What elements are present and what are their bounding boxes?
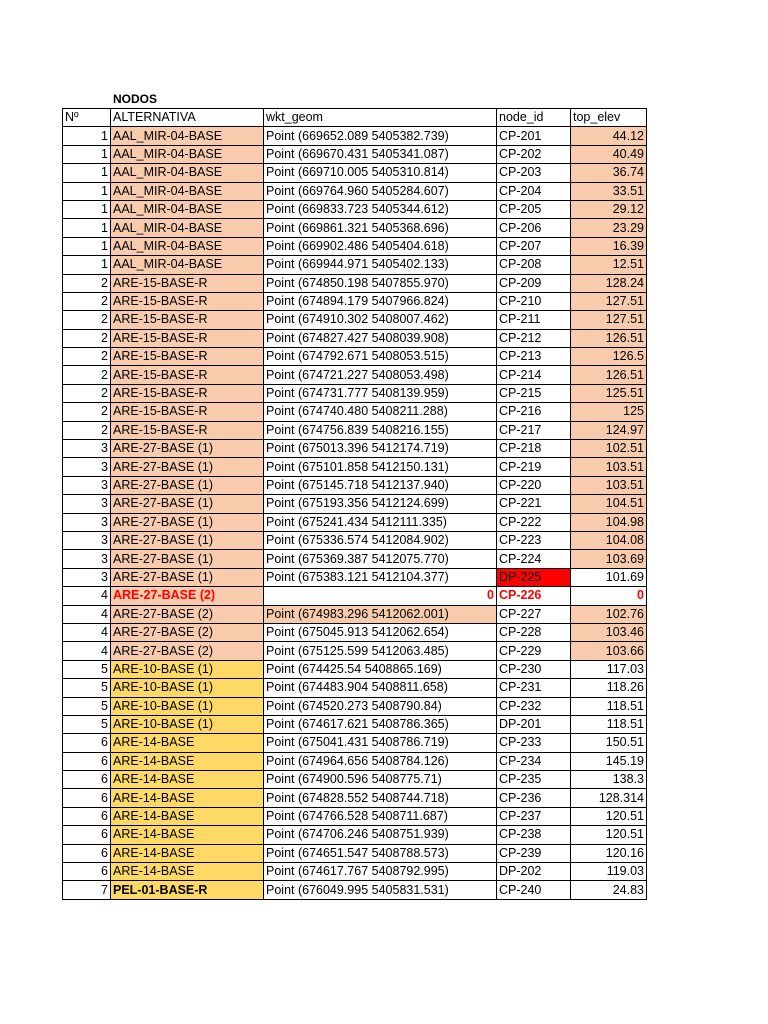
cell-number[interactable]: 2 bbox=[63, 311, 111, 329]
cell-top-elev[interactable]: 120.16 bbox=[571, 844, 647, 862]
cell-top-elev[interactable]: 128.24 bbox=[571, 274, 647, 292]
cell-wkt-geom[interactable]: Point (675101.858 5412150.131) bbox=[264, 458, 497, 476]
cell-top-elev[interactable]: 103.51 bbox=[571, 458, 647, 476]
cell-wkt-geom[interactable]: Point (674731.777 5408139.959) bbox=[264, 384, 497, 402]
cell-alternativa[interactable]: AAL_MIR-04-BASE bbox=[111, 219, 264, 237]
table-row bbox=[63, 127, 647, 145]
cell-wkt-geom[interactable]: Point (675145.718 5412137.940) bbox=[264, 476, 497, 494]
cell-number[interactable]: 6 bbox=[63, 863, 111, 881]
table-row bbox=[63, 348, 647, 366]
cell-node-id[interactable]: CP-210 bbox=[497, 292, 571, 310]
cell-node-id[interactable]: CP-229 bbox=[497, 642, 571, 660]
table-row bbox=[63, 752, 647, 770]
cell-node-id[interactable]: CP-212 bbox=[497, 329, 571, 347]
table-row bbox=[63, 476, 647, 494]
cell-top-elev[interactable]: 0 bbox=[571, 587, 647, 605]
cell-number[interactable]: 6 bbox=[63, 807, 111, 825]
cell-alternativa[interactable]: AAL_MIR-04-BASE bbox=[111, 200, 264, 218]
cell-top-elev[interactable]: 16.39 bbox=[571, 237, 647, 255]
cell-node-id[interactable]: CP-236 bbox=[497, 789, 571, 807]
cell-number[interactable]: 1 bbox=[63, 256, 111, 274]
cell-alternativa[interactable]: ARE-15-BASE-R bbox=[111, 292, 264, 310]
cell-number[interactable]: 4 bbox=[63, 642, 111, 660]
cell-wkt-geom[interactable]: Point (674520.273 5408790.84) bbox=[264, 697, 497, 715]
cell-wkt-geom[interactable]: Point (674756.839 5408216.155) bbox=[264, 421, 497, 439]
header-wkt-geom[interactable]: wkt_geom bbox=[264, 109, 497, 127]
cell-top-elev[interactable]: 40.49 bbox=[571, 145, 647, 163]
table-row bbox=[63, 789, 647, 807]
cell-node-id[interactable]: CP-223 bbox=[497, 531, 571, 549]
cell-alternativa[interactable]: ARE-14-BASE bbox=[111, 807, 264, 825]
cell-alternativa[interactable]: ARE-15-BASE-R bbox=[111, 403, 264, 421]
cell-wkt-geom[interactable]: Point (674740.480 5408211.288) bbox=[264, 403, 497, 421]
cell-node-id[interactable]: CP-215 bbox=[497, 384, 571, 402]
cell-node-id[interactable]: CP-202 bbox=[497, 145, 571, 163]
cell-number[interactable]: 6 bbox=[63, 734, 111, 752]
cell-number[interactable]: 6 bbox=[63, 771, 111, 789]
cell-top-elev[interactable]: 124.97 bbox=[571, 421, 647, 439]
cell-top-elev[interactable]: 125.51 bbox=[571, 384, 647, 402]
cell-node-id[interactable]: CP-238 bbox=[497, 826, 571, 844]
cell-number[interactable]: 7 bbox=[63, 881, 111, 899]
table-row bbox=[63, 660, 647, 678]
cell-alternativa[interactable]: ARE-27-BASE (1) bbox=[111, 458, 264, 476]
cell-node-id[interactable]: CP-224 bbox=[497, 550, 571, 568]
cell-number[interactable]: 2 bbox=[63, 421, 111, 439]
cell-number[interactable]: 1 bbox=[63, 182, 111, 200]
table-row bbox=[63, 145, 647, 163]
table-row bbox=[63, 421, 647, 439]
cell-number[interactable]: 5 bbox=[63, 697, 111, 715]
cell-wkt-geom[interactable]: Point (674425.54 5408865.169) bbox=[264, 660, 497, 678]
cell-wkt-geom[interactable]: Point (674900.596 5408775.71) bbox=[264, 771, 497, 789]
cell-top-elev[interactable]: 126.51 bbox=[571, 366, 647, 384]
cell-number[interactable]: 5 bbox=[63, 679, 111, 697]
cell-top-elev[interactable]: 44.12 bbox=[571, 127, 647, 145]
cell-top-elev[interactable]: 103.66 bbox=[571, 642, 647, 660]
cell-alternativa[interactable]: ARE-15-BASE-R bbox=[111, 366, 264, 384]
cell-number[interactable]: 2 bbox=[63, 329, 111, 347]
cell-wkt-geom[interactable]: Point (669764.960 5405284.607) bbox=[264, 182, 497, 200]
cell-alternativa[interactable]: ARE-14-BASE bbox=[111, 752, 264, 770]
cell-number[interactable]: 3 bbox=[63, 531, 111, 549]
cell-node-id[interactable]: CP-211 bbox=[497, 311, 571, 329]
cell-number[interactable]: 3 bbox=[63, 440, 111, 458]
cell-top-elev[interactable]: 117.03 bbox=[571, 660, 647, 678]
cell-wkt-geom[interactable]: Point (674827.427 5408039.908) bbox=[264, 329, 497, 347]
cell-number[interactable]: 2 bbox=[63, 292, 111, 310]
table-row bbox=[63, 679, 647, 697]
cell-number[interactable]: 3 bbox=[63, 513, 111, 531]
cell-wkt-geom[interactable]: Point (669902.486 5405404.618) bbox=[264, 237, 497, 255]
cell-alternativa[interactable]: ARE-14-BASE bbox=[111, 789, 264, 807]
cell-node-id[interactable]: DP-202 bbox=[497, 863, 571, 881]
cell-number[interactable]: 6 bbox=[63, 752, 111, 770]
table-row bbox=[63, 771, 647, 789]
header-number[interactable]: Nº bbox=[63, 109, 111, 127]
table-row bbox=[63, 329, 647, 347]
cell-node-id[interactable]: CP-206 bbox=[497, 219, 571, 237]
cell-alternativa[interactable]: AAL_MIR-04-BASE bbox=[111, 145, 264, 163]
cell-top-elev[interactable]: 102.76 bbox=[571, 605, 647, 623]
cell-alternativa[interactable]: ARE-10-BASE (1) bbox=[111, 679, 264, 697]
cell-node-id[interactable]: CP-234 bbox=[497, 752, 571, 770]
cell-wkt-geom[interactable]: Point (675041.431 5408786.719) bbox=[264, 734, 497, 752]
cell-alternativa[interactable]: ARE-15-BASE-R bbox=[111, 311, 264, 329]
cell-alternativa[interactable]: AAL_MIR-04-BASE bbox=[111, 182, 264, 200]
cell-wkt-geom[interactable]: Point (675193.356 5412124.699) bbox=[264, 495, 497, 513]
cell-alternativa[interactable]: ARE-14-BASE bbox=[111, 826, 264, 844]
cell-number[interactable]: 5 bbox=[63, 715, 111, 733]
cell-wkt-geom[interactable]: Point (675045.913 5412062.654) bbox=[264, 623, 497, 641]
cell-wkt-geom[interactable]: Point (674617.621 5408786.365) bbox=[264, 715, 497, 733]
cell-top-elev[interactable]: 118.51 bbox=[571, 715, 647, 733]
cell-top-elev[interactable]: 127.51 bbox=[571, 311, 647, 329]
cell-wkt-geom[interactable]: Point (674721.227 5408053.498) bbox=[264, 366, 497, 384]
cell-node-id[interactable]: CP-231 bbox=[497, 679, 571, 697]
cell-node-id[interactable]: CP-214 bbox=[497, 366, 571, 384]
cell-wkt-geom[interactable]: Point (674706.246 5408751.939) bbox=[264, 826, 497, 844]
table-row bbox=[63, 403, 647, 421]
cell-top-elev[interactable]: 104.08 bbox=[571, 531, 647, 549]
cell-wkt-geom[interactable]: Point (675125.599 5412063.485) bbox=[264, 642, 497, 660]
cell-node-id[interactable]: CP-207 bbox=[497, 237, 571, 255]
table-row bbox=[63, 256, 647, 274]
cell-number[interactable]: 3 bbox=[63, 476, 111, 494]
cell-alternativa[interactable]: ARE-27-BASE (1) bbox=[111, 495, 264, 513]
cell-wkt-geom[interactable]: Point (675241.434 5412111.335) bbox=[264, 513, 497, 531]
cell-top-elev[interactable]: 150.51 bbox=[571, 734, 647, 752]
cell-wkt-geom[interactable]: Point (675369.387 5412075.770) bbox=[264, 550, 497, 568]
table-row bbox=[63, 513, 647, 531]
cell-top-elev[interactable]: 12.51 bbox=[571, 256, 647, 274]
table-row bbox=[63, 384, 647, 402]
cell-number[interactable]: 6 bbox=[63, 826, 111, 844]
cell-alternativa[interactable]: AAL_MIR-04-BASE bbox=[111, 164, 264, 182]
cell-alternativa[interactable]: ARE-27-BASE (1) bbox=[111, 440, 264, 458]
cell-wkt-geom[interactable]: Point (669944.971 5405402.133) bbox=[264, 256, 497, 274]
cell-number[interactable]: 4 bbox=[63, 587, 111, 605]
cell-alternativa[interactable]: ARE-15-BASE-R bbox=[111, 421, 264, 439]
cell-top-elev[interactable]: 102.51 bbox=[571, 440, 647, 458]
cell-wkt-geom[interactable]: 0 bbox=[264, 587, 497, 605]
cell-node-id[interactable]: CP-217 bbox=[497, 421, 571, 439]
cell-top-elev[interactable]: 101.69 bbox=[571, 568, 647, 586]
cell-wkt-geom[interactable]: Point (674792.671 5408053.515) bbox=[264, 348, 497, 366]
cell-number[interactable]: 1 bbox=[63, 145, 111, 163]
cell-number[interactable]: 1 bbox=[63, 164, 111, 182]
table-row bbox=[63, 440, 647, 458]
cell-top-elev[interactable]: 118.51 bbox=[571, 697, 647, 715]
cell-wkt-geom[interactable]: Point (675383.121 5412104.377) bbox=[264, 568, 497, 586]
header-alternativa[interactable]: ALTERNATIVA bbox=[111, 109, 264, 127]
cell-top-elev[interactable]: 33.51 bbox=[571, 182, 647, 200]
table-row bbox=[63, 568, 647, 586]
cell-node-id[interactable]: CP-205 bbox=[497, 200, 571, 218]
cell-top-elev[interactable]: 24.83 bbox=[571, 881, 647, 899]
table-row bbox=[63, 237, 647, 255]
cell-top-elev[interactable]: 29.12 bbox=[571, 200, 647, 218]
cell-number[interactable]: 3 bbox=[63, 550, 111, 568]
cell-node-id[interactable]: CP-222 bbox=[497, 513, 571, 531]
table-row bbox=[63, 715, 647, 733]
cell-top-elev[interactable]: 104.98 bbox=[571, 513, 647, 531]
table-row bbox=[63, 697, 647, 715]
cell-wkt-geom[interactable]: Point (674483.904 5408811.658) bbox=[264, 679, 497, 697]
cell-top-elev[interactable]: 119.03 bbox=[571, 863, 647, 881]
cell-alternativa[interactable]: ARE-14-BASE bbox=[111, 844, 264, 862]
cell-top-elev[interactable]: 125 bbox=[571, 403, 647, 421]
table-row bbox=[63, 458, 647, 476]
cell-node-id[interactable]: CP-218 bbox=[497, 440, 571, 458]
cell-number[interactable]: 2 bbox=[63, 348, 111, 366]
cell-alternativa[interactable]: ARE-27-BASE (1) bbox=[111, 568, 264, 586]
cell-top-elev[interactable]: 127.51 bbox=[571, 292, 647, 310]
cell-alternativa[interactable]: ARE-15-BASE-R bbox=[111, 274, 264, 292]
cell-top-elev[interactable]: 126.51 bbox=[571, 329, 647, 347]
cell-wkt-geom[interactable]: Point (674766.528 5408711.687) bbox=[264, 807, 497, 825]
table-row bbox=[63, 550, 647, 568]
cell-number[interactable]: 2 bbox=[63, 274, 111, 292]
cell-top-elev[interactable]: 36.74 bbox=[571, 164, 647, 182]
cell-number[interactable]: 6 bbox=[63, 844, 111, 862]
cell-node-id[interactable]: CP-226 bbox=[497, 587, 571, 605]
cell-top-elev[interactable]: 23.29 bbox=[571, 219, 647, 237]
cell-wkt-geom[interactable]: Point (676049.995 5405831.531) bbox=[264, 881, 497, 899]
cell-number[interactable]: 2 bbox=[63, 366, 111, 384]
cell-top-elev[interactable]: 145.19 bbox=[571, 752, 647, 770]
cell-wkt-geom[interactable]: Point (674894.179 5407966.824) bbox=[264, 292, 497, 310]
cell-wkt-geom[interactable]: Point (669833.723 5405344.612) bbox=[264, 200, 497, 218]
cell-node-id[interactable]: CP-227 bbox=[497, 605, 571, 623]
cell-top-elev[interactable]: 103.51 bbox=[571, 476, 647, 494]
cell-node-id[interactable]: CP-201 bbox=[497, 127, 571, 145]
cell-top-elev[interactable]: 120.51 bbox=[571, 826, 647, 844]
cell-node-id[interactable]: CP-204 bbox=[497, 182, 571, 200]
cell-wkt-geom[interactable]: Point (674964.656 5408784.126) bbox=[264, 752, 497, 770]
cell-wkt-geom[interactable]: Point (674983.296 5412062.001) bbox=[264, 605, 497, 623]
cell-top-elev[interactable]: 138.3 bbox=[571, 771, 647, 789]
cell-alternativa[interactable]: ARE-27-BASE (1) bbox=[111, 476, 264, 494]
cell-node-id[interactable]: CP-209 bbox=[497, 274, 571, 292]
cell-number[interactable]: 3 bbox=[63, 495, 111, 513]
cell-node-id[interactable]: CP-233 bbox=[497, 734, 571, 752]
cell-alternativa[interactable]: ARE-10-BASE (1) bbox=[111, 660, 264, 678]
table-row bbox=[63, 274, 647, 292]
cell-alternativa[interactable]: ARE-27-BASE (1) bbox=[111, 531, 264, 549]
table-row bbox=[63, 219, 647, 237]
cell-node-id[interactable]: CP-221 bbox=[497, 495, 571, 513]
cell-number[interactable]: 1 bbox=[63, 237, 111, 255]
cell-number[interactable]: 2 bbox=[63, 384, 111, 402]
nodes-table bbox=[62, 108, 647, 900]
sheet-title: NODOS bbox=[113, 92, 158, 106]
cell-wkt-geom[interactable]: Point (675013.396 5412174.719) bbox=[264, 440, 497, 458]
cell-node-id[interactable]: CP-232 bbox=[497, 697, 571, 715]
cell-number[interactable]: 3 bbox=[63, 458, 111, 476]
cell-node-id[interactable]: DP-201 bbox=[497, 715, 571, 733]
table-row bbox=[63, 734, 647, 752]
table-row bbox=[63, 605, 647, 623]
table-row bbox=[63, 863, 647, 881]
cell-node-id[interactable]: CP-228 bbox=[497, 623, 571, 641]
table-row bbox=[63, 292, 647, 310]
cell-wkt-geom[interactable]: Point (674617.767 5408792.995) bbox=[264, 863, 497, 881]
cell-alternativa[interactable]: ARE-15-BASE-R bbox=[111, 384, 264, 402]
cell-top-elev[interactable]: 128.314 bbox=[571, 789, 647, 807]
table-row bbox=[63, 495, 647, 513]
cell-number[interactable]: 2 bbox=[63, 403, 111, 421]
cell-alternativa[interactable]: ARE-27-BASE (2) bbox=[111, 587, 264, 605]
cell-alternativa[interactable]: ARE-14-BASE bbox=[111, 863, 264, 881]
table-row bbox=[63, 623, 647, 641]
cell-node-id[interactable]: CP-220 bbox=[497, 476, 571, 494]
table-row bbox=[63, 311, 647, 329]
cell-node-id[interactable]: CP-240 bbox=[497, 881, 571, 899]
cell-alternativa[interactable]: ARE-14-BASE bbox=[111, 771, 264, 789]
cell-alternativa[interactable]: AAL_MIR-04-BASE bbox=[111, 237, 264, 255]
cell-alternativa[interactable]: ARE-10-BASE (1) bbox=[111, 697, 264, 715]
cell-number[interactable]: 4 bbox=[63, 605, 111, 623]
cell-number[interactable]: 3 bbox=[63, 568, 111, 586]
table-row bbox=[63, 531, 647, 549]
cell-node-id[interactable]: CP-213 bbox=[497, 348, 571, 366]
cell-node-id[interactable]: CP-239 bbox=[497, 844, 571, 862]
table-row bbox=[63, 587, 647, 605]
table-row bbox=[63, 182, 647, 200]
cell-top-elev[interactable]: 126.5 bbox=[571, 348, 647, 366]
cell-number[interactable]: 1 bbox=[63, 127, 111, 145]
cell-number[interactable]: 1 bbox=[63, 219, 111, 237]
cell-wkt-geom[interactable]: Point (674910.302 5408007.462) bbox=[264, 311, 497, 329]
cell-node-id[interactable]: CP-235 bbox=[497, 771, 571, 789]
cell-wkt-geom[interactable]: Point (675336.574 5412084.902) bbox=[264, 531, 497, 549]
table-row bbox=[63, 642, 647, 660]
cell-alternativa[interactable]: ARE-10-BASE (1) bbox=[111, 715, 264, 733]
cell-number[interactable]: 6 bbox=[63, 789, 111, 807]
cell-alternativa[interactable]: AAL_MIR-04-BASE bbox=[111, 127, 264, 145]
cell-alternativa[interactable]: ARE-27-BASE (2) bbox=[111, 623, 264, 641]
header-top-elev[interactable]: top_elev bbox=[571, 109, 647, 127]
cell-number[interactable]: 4 bbox=[63, 623, 111, 641]
cell-wkt-geom[interactable]: Point (674828.552 5408744.718) bbox=[264, 789, 497, 807]
cell-alternativa[interactable]: ARE-15-BASE-R bbox=[111, 329, 264, 347]
cell-wkt-geom[interactable]: Point (669670.431 5405341.087) bbox=[264, 145, 497, 163]
cell-alternativa[interactable]: ARE-27-BASE (1) bbox=[111, 513, 264, 531]
cell-alternativa[interactable]: ARE-14-BASE bbox=[111, 734, 264, 752]
cell-node-id[interactable]: CP-216 bbox=[497, 403, 571, 421]
cell-top-elev[interactable]: 118.26 bbox=[571, 679, 647, 697]
cell-top-elev[interactable]: 103.69 bbox=[571, 550, 647, 568]
cell-number[interactable]: 5 bbox=[63, 660, 111, 678]
cell-wkt-geom[interactable]: Point (674651.547 5408788.573) bbox=[264, 844, 497, 862]
cell-wkt-geom[interactable]: Point (674850.198 5407855.970) bbox=[264, 274, 497, 292]
table-row bbox=[63, 844, 647, 862]
cell-top-elev[interactable]: 103.46 bbox=[571, 623, 647, 641]
cell-alternativa[interactable]: ARE-27-BASE (2) bbox=[111, 642, 264, 660]
cell-top-elev[interactable]: 104.51 bbox=[571, 495, 647, 513]
cell-alternativa[interactable]: PEL-01-BASE-R bbox=[111, 881, 264, 899]
cell-alternativa[interactable]: AAL_MIR-04-BASE bbox=[111, 256, 264, 274]
cell-alternativa[interactable]: ARE-27-BASE (1) bbox=[111, 550, 264, 568]
cell-alternativa[interactable]: ARE-27-BASE (2) bbox=[111, 605, 264, 623]
cell-node-id[interactable]: CP-219 bbox=[497, 458, 571, 476]
cell-node-id[interactable]: DP-225 bbox=[497, 568, 571, 586]
cell-number[interactable]: 1 bbox=[63, 200, 111, 218]
table-row bbox=[63, 807, 647, 825]
cell-node-id[interactable]: CP-208 bbox=[497, 256, 571, 274]
table-row bbox=[63, 881, 647, 899]
table-row bbox=[63, 366, 647, 384]
header-node-id[interactable]: node_id bbox=[497, 109, 571, 127]
cell-node-id[interactable]: CP-230 bbox=[497, 660, 571, 678]
cell-node-id[interactable]: CP-203 bbox=[497, 164, 571, 182]
cell-node-id[interactable]: CP-237 bbox=[497, 807, 571, 825]
table-row bbox=[63, 200, 647, 218]
cell-wkt-geom[interactable]: Point (669710.005 5405310.814) bbox=[264, 164, 497, 182]
cell-alternativa[interactable]: ARE-15-BASE-R bbox=[111, 348, 264, 366]
table-row bbox=[63, 826, 647, 844]
header-row bbox=[63, 109, 647, 127]
cell-wkt-geom[interactable]: Point (669861.321 5405368.696) bbox=[264, 219, 497, 237]
cell-top-elev[interactable]: 120.51 bbox=[571, 807, 647, 825]
table-row bbox=[63, 164, 647, 182]
cell-wkt-geom[interactable]: Point (669652.089 5405382.739) bbox=[264, 127, 497, 145]
